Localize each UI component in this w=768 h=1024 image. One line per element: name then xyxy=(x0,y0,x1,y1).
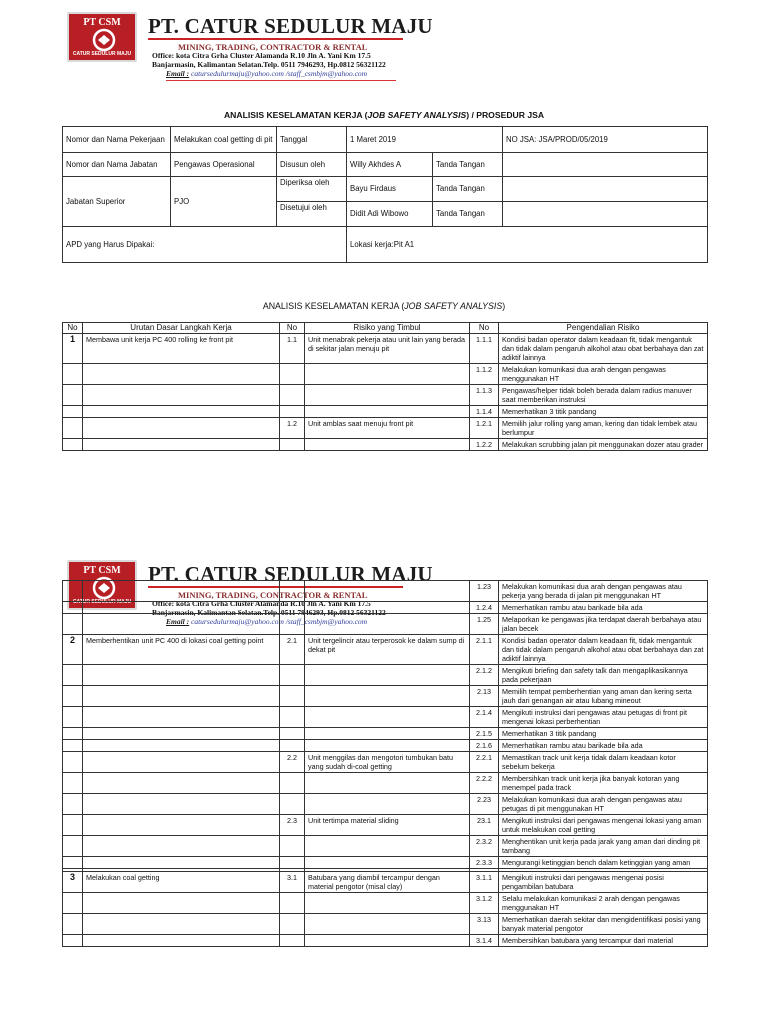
row-step-no xyxy=(63,614,83,635)
row-risk: Unit tergelincir atau terperosok ke dalam sump di dekat pit xyxy=(305,635,470,665)
row-control: Membersihkan track unit kerja jika banyak kotoran yang menempel pada track xyxy=(499,773,708,794)
row-step-no xyxy=(63,707,83,728)
info-prepared-label: Disusun oleh xyxy=(277,153,347,177)
row-step-no xyxy=(63,836,83,857)
row-risk-no xyxy=(280,740,305,752)
table-row xyxy=(63,815,708,836)
row-control-no: 2.1.2 xyxy=(470,665,499,686)
row-control-no: 1.23 xyxy=(470,581,499,602)
row-step: Memberhentikan unit PC 400 di lokasi coal getting point xyxy=(83,635,280,665)
email-label: Email : xyxy=(166,617,190,626)
table-row xyxy=(63,665,708,686)
row-risk xyxy=(305,935,470,947)
info-approved-name: Didit Adi Wibowo xyxy=(347,202,433,227)
row-control: Mengikuti instruksi dari pengawas mengenai posisi pengambilan batubara xyxy=(499,872,708,893)
company-address-line-1: Office: kota Citra Grha Cluster Alamanda R.10 Jln A. Yani Km 17.5 xyxy=(152,599,371,608)
row-step-no xyxy=(63,686,83,707)
row-control: Mengikuti briefing dan safety talk dan mengaplikasikannya pada pekerjaan xyxy=(499,665,708,686)
company-address-line-2: Banjarmasin, Kalimantan Selatan.Telp. 0511 7946293, Hp.0812 56321122 xyxy=(152,60,386,69)
row-risk-no xyxy=(280,581,305,602)
info-job-value: Melakukan coal getting di pit xyxy=(171,127,277,153)
row-control: Memilih tempat pemberhentian yang aman dan kering serta jauh dari genangan air atau lubang mineout xyxy=(499,686,708,707)
row-risk-no xyxy=(280,686,305,707)
row-risk-no: 1.1 xyxy=(280,334,305,364)
col-header-risk: Risiko yang Timbul xyxy=(305,323,470,334)
company-name-underline xyxy=(148,38,403,40)
row-step xyxy=(83,836,280,857)
row-risk: Batubara yang diambil tercampur dengan material pengotor (misal clay) xyxy=(305,872,470,893)
row-step xyxy=(83,728,280,740)
info-prepared-name: Willy Akhdes A xyxy=(347,153,433,177)
row-risk xyxy=(305,893,470,914)
row-risk-no xyxy=(280,794,305,815)
row-risk-no: 2.2 xyxy=(280,752,305,773)
row-step xyxy=(83,857,280,869)
row-step-no xyxy=(63,581,83,602)
row-step-no xyxy=(63,364,83,385)
row-step-no xyxy=(63,665,83,686)
letterhead-rule xyxy=(166,80,396,81)
row-control: Selalu melakukan komunikasi 2 arah dengan pengawas menggunakan HT xyxy=(499,893,708,914)
row-control: Kondisi badan operator dalam keadaan fit, tidak mengantuk dan tidak dalam pengaruh alkohol atau obat berbahaya dan zat adiktif lainnya xyxy=(499,334,708,364)
row-risk-no: 3.1 xyxy=(280,872,305,893)
row-control: Mengurangi ketinggian bench dalam ketinggian yang aman xyxy=(499,857,708,869)
row-risk xyxy=(305,914,470,935)
table-row xyxy=(63,334,708,364)
info-location: Lokasi kerja:Pit A1 xyxy=(347,227,708,263)
row-control-no: 1.2.2 xyxy=(470,439,499,451)
table-row xyxy=(63,581,708,602)
table-row xyxy=(63,602,708,614)
row-control: Memilih jalur rolling yang aman, kering dan tidak lembek atau berlumpur xyxy=(499,418,708,439)
row-risk-no xyxy=(280,406,305,418)
document-page-2 xyxy=(0,548,768,1024)
logo-emblem-icon xyxy=(92,28,116,52)
row-control-no: 2.1.1 xyxy=(470,635,499,665)
table-row xyxy=(63,836,708,857)
table-row xyxy=(63,728,708,740)
row-step xyxy=(83,707,280,728)
row-control: Mengikuti instruksi dari pengawas mengenai lokasi yang aman untuk melakukan coal getting xyxy=(499,815,708,836)
row-risk-no xyxy=(280,836,305,857)
col-header-step: Urutan Dasar Langkah Kerja xyxy=(83,323,280,334)
row-control: Membersihkan batubara yang tercampur dari material xyxy=(499,935,708,947)
row-risk-no xyxy=(280,773,305,794)
row-step xyxy=(83,665,280,686)
row-control: Kondisi badan operator dalam keadaan fit, tidak mengantuk dan tidak dalam pengaruh alkohol atau obat berbahaya dan zat adiktif lainnya xyxy=(499,635,708,665)
company-tagline: MINING, TRADING, CONTRACTOR & RENTAL xyxy=(178,590,368,600)
row-control: Melakukan scrubbing jalan pit menggunakan dozer atau grader xyxy=(499,439,708,451)
row-control: Melakukan komunikasi dua arah dengan pengawas menggunakan HT xyxy=(499,364,708,385)
row-step-no xyxy=(63,935,83,947)
row-step-no xyxy=(63,418,83,439)
row-control-no: 1.2.4 xyxy=(470,602,499,614)
row-risk-no xyxy=(280,614,305,635)
row-step xyxy=(83,914,280,935)
row-control: Mengikuti instruksi dari pengawas atau petugas di front pit mengenai lokasi perberhentian xyxy=(499,707,708,728)
row-step-no xyxy=(63,752,83,773)
row-step-no xyxy=(63,815,83,836)
row-control-no: 2.1.6 xyxy=(470,740,499,752)
row-risk xyxy=(305,794,470,815)
row-control-no: 2.23 xyxy=(470,794,499,815)
row-risk xyxy=(305,385,470,406)
info-position-value: Pengawas Operasional xyxy=(171,153,277,177)
info-position-label: Nomor dan Nama Jabatan xyxy=(63,153,171,177)
table-row xyxy=(63,418,708,439)
row-risk-no xyxy=(280,914,305,935)
table-row xyxy=(63,773,708,794)
row-step-no xyxy=(63,773,83,794)
company-email xyxy=(166,69,367,78)
row-risk-no: 2.1 xyxy=(280,635,305,665)
row-control-no: 3.1.1 xyxy=(470,872,499,893)
row-control-no: 23.1 xyxy=(470,815,499,836)
row-step: Membawa unit kerja PC 400 rolling ke front pit xyxy=(83,334,280,364)
info-signature-label: Tanda Tangan xyxy=(433,153,503,177)
row-step xyxy=(83,406,280,418)
row-risk-no xyxy=(280,385,305,406)
row-step-no xyxy=(63,857,83,869)
jsa-procedure-title: ANALISIS KESELAMATAN KERJA (JOB SAFETY ANALYSIS) / PROSEDUR JSA xyxy=(223,110,545,120)
row-control-no: 2.13 xyxy=(470,686,499,707)
row-risk: Unit menabrak pekerja atau unit lain yang berada di sekitar jalan menuju pit xyxy=(305,334,470,364)
row-control-no: 2.3.2 xyxy=(470,836,499,857)
table-row xyxy=(63,406,708,418)
row-risk xyxy=(305,665,470,686)
row-control: Melakukan komunikasi dua arah dengan pengawas atau pekerja yang berada di jalan pit menggunakan HT xyxy=(499,581,708,602)
row-risk: Unit menggilas dan mengotori tumbukan batu yang sudah di-coal getting xyxy=(305,752,470,773)
row-step-no xyxy=(63,728,83,740)
row-risk xyxy=(305,614,470,635)
row-risk-no xyxy=(280,935,305,947)
company-address-line-2: Banjarmasin, Kalimantan Selatan.Telp. 0511 7946293, Hp.0812 56321122 xyxy=(152,608,386,617)
info-signature-cell xyxy=(503,202,708,227)
info-checked-name: Bayu Firdaus xyxy=(347,177,433,202)
row-step xyxy=(83,752,280,773)
row-step-no xyxy=(63,406,83,418)
row-risk-no xyxy=(280,893,305,914)
row-control-no: 3.1.2 xyxy=(470,893,499,914)
row-risk-no xyxy=(280,602,305,614)
row-risk xyxy=(305,836,470,857)
row-risk: Unit tertimpa material sliding xyxy=(305,815,470,836)
row-control-no: 2.2.2 xyxy=(470,773,499,794)
row-control-no: 3.13 xyxy=(470,914,499,935)
row-risk xyxy=(305,602,470,614)
row-step xyxy=(83,935,280,947)
row-step xyxy=(83,614,280,635)
row-step-no xyxy=(63,740,83,752)
table-row xyxy=(63,385,708,406)
col-header-no: No xyxy=(63,323,83,334)
logo-caption: CATUR SEDULUR MAJU xyxy=(72,599,132,605)
row-step xyxy=(83,418,280,439)
row-control-no: 1.1.2 xyxy=(470,364,499,385)
row-step-no xyxy=(63,385,83,406)
row-control: Melakukan komunikasi dua arah dengan pengawas atau petugas di pit menggunakan HT xyxy=(499,794,708,815)
row-risk-no xyxy=(280,707,305,728)
info-signature-cell xyxy=(503,177,708,202)
row-control: Pengawas/helper tidak boleh berada dalam radius manuver saat memberikan instruksi xyxy=(499,385,708,406)
col-header-control: Pengendalian Risiko xyxy=(499,323,708,334)
info-checked-label: Diperiksa oleh xyxy=(277,177,347,202)
row-control: Memerhatikan rambu atau barikade bila ada xyxy=(499,602,708,614)
row-control-no: 2.2.1 xyxy=(470,752,499,773)
row-step-no xyxy=(63,893,83,914)
row-risk-no xyxy=(280,439,305,451)
table-row xyxy=(63,439,708,451)
jsa-info-table xyxy=(62,126,708,263)
row-risk-no: 2.3 xyxy=(280,815,305,836)
row-step-no: 2 xyxy=(63,635,83,665)
email-value: catursedulurmaju@yahoo.com /staff_csmbjm@yahoo.com xyxy=(191,69,368,78)
row-risk xyxy=(305,857,470,869)
row-risk-no xyxy=(280,728,305,740)
jsa-analysis-table xyxy=(62,322,708,451)
row-risk xyxy=(305,686,470,707)
info-signature-label: Tanda Tangan xyxy=(433,202,503,227)
row-risk xyxy=(305,740,470,752)
info-superior-value: PJO xyxy=(171,177,277,227)
row-control: Menghentikan unit kerja pada jarak yang aman dari dinding pit tambang xyxy=(499,836,708,857)
jsa-analysis-title: ANALISIS KESELAMATAN KERJA (JOB SAFETY ANALYSIS) xyxy=(262,301,506,311)
row-step-no xyxy=(63,794,83,815)
table-row xyxy=(63,872,708,893)
row-control: Melaporkan ke pengawas jika terdapat daerah berbahaya atau jalan becek xyxy=(499,614,708,635)
row-control-no: 1.1.1 xyxy=(470,334,499,364)
row-control-no: 2.1.4 xyxy=(470,707,499,728)
row-risk xyxy=(305,439,470,451)
info-ppe-label: APD yang Harus Dipakai: xyxy=(63,227,347,263)
info-signature-label: Tanda Tangan xyxy=(433,177,503,202)
row-control: Memerhatikan 3 titik pandang xyxy=(499,406,708,418)
letterhead xyxy=(0,0,768,86)
row-step-no xyxy=(63,914,83,935)
company-name: PT. CATUR SEDULUR MAJU xyxy=(148,14,433,38)
row-step: Melakukan coal getting xyxy=(83,872,280,893)
row-control-no: 3.1.4 xyxy=(470,935,499,947)
company-logo xyxy=(67,12,137,62)
table-row xyxy=(63,893,708,914)
row-step xyxy=(83,439,280,451)
row-control: Memastikan track unit kerja tidak dalam keadaan kotor sebelum bekerja xyxy=(499,752,708,773)
row-risk xyxy=(305,406,470,418)
info-approved-label: Disetujui oleh xyxy=(277,202,347,227)
table-row xyxy=(63,857,708,869)
row-control-no: 1.2.1 xyxy=(470,418,499,439)
table-row xyxy=(63,794,708,815)
info-jsa-number: NO JSA: JSA/PROD/05/2019 xyxy=(503,127,708,153)
company-name: PT. CATUR SEDULUR MAJU xyxy=(148,562,433,586)
row-step-no xyxy=(63,602,83,614)
table-row xyxy=(63,752,708,773)
row-risk xyxy=(305,707,470,728)
row-risk xyxy=(305,773,470,794)
row-risk xyxy=(305,364,470,385)
table-row xyxy=(63,935,708,947)
row-control-no: 1.1.4 xyxy=(470,406,499,418)
row-step xyxy=(83,740,280,752)
row-step-no xyxy=(63,439,83,451)
table-row xyxy=(63,364,708,385)
row-step xyxy=(83,893,280,914)
table-row xyxy=(63,707,708,728)
logo-caption: CATUR SEDULUR MAJU xyxy=(72,51,132,57)
row-step xyxy=(83,364,280,385)
table-row xyxy=(63,686,708,707)
info-date-value: 1 Maret 2019 xyxy=(347,127,503,153)
logo-text: PT CSM xyxy=(83,565,121,576)
row-control-no: 2.1.5 xyxy=(470,728,499,740)
row-step xyxy=(83,581,280,602)
row-risk-no xyxy=(280,364,305,385)
info-date-label: Tanggal xyxy=(277,127,347,153)
email-label: Email : xyxy=(166,69,190,78)
row-step xyxy=(83,794,280,815)
row-step-no: 3 xyxy=(63,872,83,893)
row-step xyxy=(83,385,280,406)
row-step xyxy=(83,815,280,836)
col-header-no: No xyxy=(280,323,305,334)
col-header-no: No xyxy=(470,323,499,334)
row-risk xyxy=(305,728,470,740)
logo-text: PT CSM xyxy=(83,17,121,28)
row-control-no: 1.25 xyxy=(470,614,499,635)
info-job-label: Nomor dan Nama Pekerjaan xyxy=(63,127,171,153)
row-step xyxy=(83,686,280,707)
row-step xyxy=(83,773,280,794)
table-row xyxy=(63,635,708,665)
row-step xyxy=(83,602,280,614)
table-row xyxy=(63,740,708,752)
row-control-no: 2.3.3 xyxy=(470,857,499,869)
table-row xyxy=(63,914,708,935)
row-control: Memerhatikan daerah sekitar dan mengidentifikasi posisi yang banyak material pengotor xyxy=(499,914,708,935)
row-risk xyxy=(305,581,470,602)
table-row xyxy=(63,614,708,635)
row-control: Memerhatikan rambu atau barikade bila ada xyxy=(499,740,708,752)
info-signature-cell xyxy=(503,153,708,177)
row-risk-no xyxy=(280,665,305,686)
jsa-analysis-table-continued xyxy=(62,580,708,947)
company-tagline: MINING, TRADING, CONTRACTOR & RENTAL xyxy=(178,42,368,52)
row-control-no: 1.1.3 xyxy=(470,385,499,406)
row-control: Memerhatikan 3 titik pandang xyxy=(499,728,708,740)
email-value: catursedulurmaju@yahoo.com /staff_csmbjm@yahoo.com xyxy=(191,617,368,626)
row-step-no: 1 xyxy=(63,334,83,364)
info-superior-label: Jabatan Superior xyxy=(63,177,171,227)
row-risk: Unit amblas saat menuju front pit xyxy=(305,418,470,439)
row-risk-no xyxy=(280,857,305,869)
company-address-line-1: Office: kota Citra Grha Cluster Alamanda R.10 Jln A. Yani Km 17.5 xyxy=(152,51,371,60)
row-risk-no: 1.2 xyxy=(280,418,305,439)
